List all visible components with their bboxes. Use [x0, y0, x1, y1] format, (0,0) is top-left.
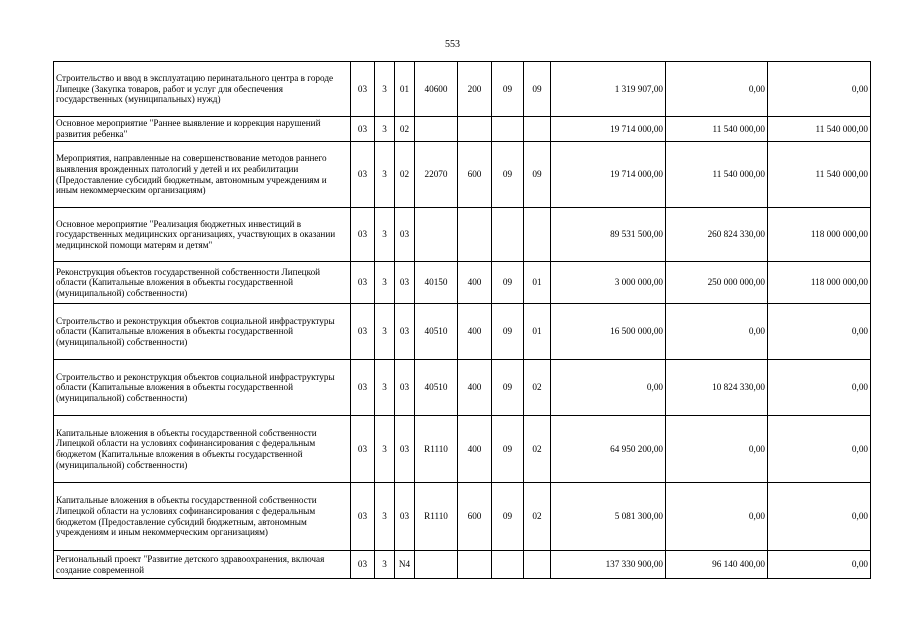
code-cell	[415, 208, 458, 262]
row-name: Строительство и реконструкция объектов социальной инфраструктуры области (Капитальные вложения в объекты государственной (муниципальной) собственности)	[54, 360, 351, 416]
code-cell: 02	[395, 117, 415, 142]
amount-cell: 3 000 000,00	[551, 262, 666, 304]
code-cell: 200	[458, 62, 492, 117]
amount-cell: 19 714 000,00	[551, 142, 666, 208]
row-name: Основное мероприятие "Раннее выявление и коррекция нарушений развития ребенка"	[54, 117, 351, 142]
code-cell	[415, 117, 458, 142]
amount-cell: 0,00	[666, 304, 768, 360]
code-cell: 09	[524, 62, 551, 117]
code-cell	[524, 551, 551, 579]
code-cell: 400	[458, 416, 492, 483]
code-cell: 03	[351, 62, 375, 117]
amount-cell: 0,00	[768, 62, 871, 117]
code-cell: 01	[395, 62, 415, 117]
code-cell: 01	[524, 304, 551, 360]
code-cell	[492, 551, 524, 579]
code-cell	[415, 551, 458, 579]
code-cell: 03	[351, 360, 375, 416]
code-cell	[458, 208, 492, 262]
table-row	[54, 551, 871, 579]
amount-cell: 0,00	[666, 62, 768, 117]
amount-cell: 16 500 000,00	[551, 304, 666, 360]
code-cell: 3	[375, 483, 395, 551]
code-cell: 03	[351, 142, 375, 208]
amount-cell: 89 531 500,00	[551, 208, 666, 262]
code-cell: 03	[395, 416, 415, 483]
amount-cell: 0,00	[768, 551, 871, 579]
amount-cell: 118 000 000,00	[768, 262, 871, 304]
amount-cell: 250 000 000,00	[666, 262, 768, 304]
code-cell: R1110	[415, 416, 458, 483]
code-cell: 03	[395, 304, 415, 360]
code-cell	[524, 117, 551, 142]
amount-cell: 64 950 200,00	[551, 416, 666, 483]
table-row	[54, 304, 871, 360]
code-cell: 03	[351, 304, 375, 360]
code-cell: 03	[351, 416, 375, 483]
code-cell: 09	[492, 416, 524, 483]
code-cell: 09	[492, 62, 524, 117]
code-cell: 02	[524, 360, 551, 416]
code-cell: 3	[375, 62, 395, 117]
amount-cell: 11 540 000,00	[768, 117, 871, 142]
code-cell: 400	[458, 360, 492, 416]
table-row	[54, 360, 871, 416]
code-cell	[492, 208, 524, 262]
code-cell: 3	[375, 304, 395, 360]
code-cell: 09	[492, 483, 524, 551]
row-name: Строительство и реконструкция объектов социальной инфраструктуры области (Капитальные вложения в объекты государственной (муниципальной) собственности)	[54, 304, 351, 360]
amount-cell: 11 540 000,00	[666, 117, 768, 142]
amount-cell: 19 714 000,00	[551, 117, 666, 142]
code-cell: 40150	[415, 262, 458, 304]
code-cell: 03	[351, 117, 375, 142]
code-cell: 40510	[415, 360, 458, 416]
code-cell: 03	[395, 360, 415, 416]
code-cell: 02	[524, 416, 551, 483]
table-row	[54, 262, 871, 304]
amount-cell: 0,00	[551, 360, 666, 416]
code-cell: 03	[351, 483, 375, 551]
amount-cell: 0,00	[768, 304, 871, 360]
amount-cell: 5 081 300,00	[551, 483, 666, 551]
code-cell: 600	[458, 483, 492, 551]
code-cell: 03	[395, 483, 415, 551]
table-row	[54, 142, 871, 208]
code-cell: 3	[375, 551, 395, 579]
amount-cell: 0,00	[666, 416, 768, 483]
code-cell: 03	[395, 208, 415, 262]
row-name: Региональный проект "Развитие детского здравоохранения, включая создание современной	[54, 551, 351, 579]
amount-cell: 118 000 000,00	[768, 208, 871, 262]
code-cell: 03	[351, 262, 375, 304]
amount-cell: 11 540 000,00	[666, 142, 768, 208]
amount-cell: 1 319 907,00	[551, 62, 666, 117]
row-name: Основное мероприятие "Реализация бюджетных инвестиций в государственных медицинских организациях, участвующих в оказании медицинской помощи матерям и детям"	[54, 208, 351, 262]
code-cell	[458, 117, 492, 142]
code-cell: 3	[375, 208, 395, 262]
code-cell: 40510	[415, 304, 458, 360]
code-cell: 09	[492, 142, 524, 208]
amount-cell: 137 330 900,00	[551, 551, 666, 579]
table-row	[54, 62, 871, 117]
row-name: Капитальные вложения в объекты государственной собственности Липецкой области на условиях софинансирования с федеральным бюджетом (Капитальные вложения в объекты государственной (муниципальной) собственности)	[54, 416, 351, 483]
amount-cell: 10 824 330,00	[666, 360, 768, 416]
code-cell: 03	[351, 551, 375, 579]
amount-cell: 0,00	[768, 360, 871, 416]
row-name: Реконструкция объектов государственной собственности Липецкой области (Капитальные вложения в объекты государственной (муниципальной) собственности)	[54, 262, 351, 304]
budget-table	[53, 61, 871, 579]
code-cell: 3	[375, 142, 395, 208]
code-cell: 09	[524, 142, 551, 208]
table-row	[54, 416, 871, 483]
code-cell: 3	[375, 117, 395, 142]
code-cell: 09	[492, 262, 524, 304]
amount-cell: 260 824 330,00	[666, 208, 768, 262]
amount-cell: 11 540 000,00	[768, 142, 871, 208]
row-name: Мероприятия, направленные на совершенствование методов раннего выявления врожденных патологий у детей и их реабилитации (Предоставление субсидий бюджетным, автономным учреждениям и иным некоммерческим организациям)	[54, 142, 351, 208]
code-cell: 40600	[415, 62, 458, 117]
code-cell: 09	[492, 304, 524, 360]
code-cell: 600	[458, 142, 492, 208]
code-cell	[524, 208, 551, 262]
page-number: 553	[445, 39, 460, 50]
code-cell: 03	[395, 262, 415, 304]
code-cell: 400	[458, 304, 492, 360]
code-cell	[458, 551, 492, 579]
code-cell: R1110	[415, 483, 458, 551]
code-cell: 3	[375, 360, 395, 416]
code-cell: 400	[458, 262, 492, 304]
table-row	[54, 483, 871, 551]
amount-cell: 96 140 400,00	[666, 551, 768, 579]
code-cell: 03	[351, 208, 375, 262]
row-name: Капитальные вложения в объекты государственной собственности Липецкой области на условиях софинансирования с федеральным бюджетом (Предоставление субсидий бюджетным, автономным учреждениям и иным некоммерческим организациям)	[54, 483, 351, 551]
amount-cell: 0,00	[768, 483, 871, 551]
code-cell	[492, 117, 524, 142]
amount-cell: 0,00	[666, 483, 768, 551]
code-cell: 01	[524, 262, 551, 304]
code-cell: 02	[524, 483, 551, 551]
amount-cell: 0,00	[768, 416, 871, 483]
code-cell: 02	[395, 142, 415, 208]
code-cell: 22070	[415, 142, 458, 208]
code-cell: 3	[375, 262, 395, 304]
row-name: Строительство и ввод в эксплуатацию перинатального центра в городе Липецке (Закупка товаров, работ и услуг для обеспечения государственных (муниципальных) нужд)	[54, 62, 351, 117]
code-cell: 3	[375, 416, 395, 483]
code-cell: 09	[492, 360, 524, 416]
code-cell: N4	[395, 551, 415, 579]
table-row	[54, 208, 871, 262]
table-row	[54, 117, 871, 142]
